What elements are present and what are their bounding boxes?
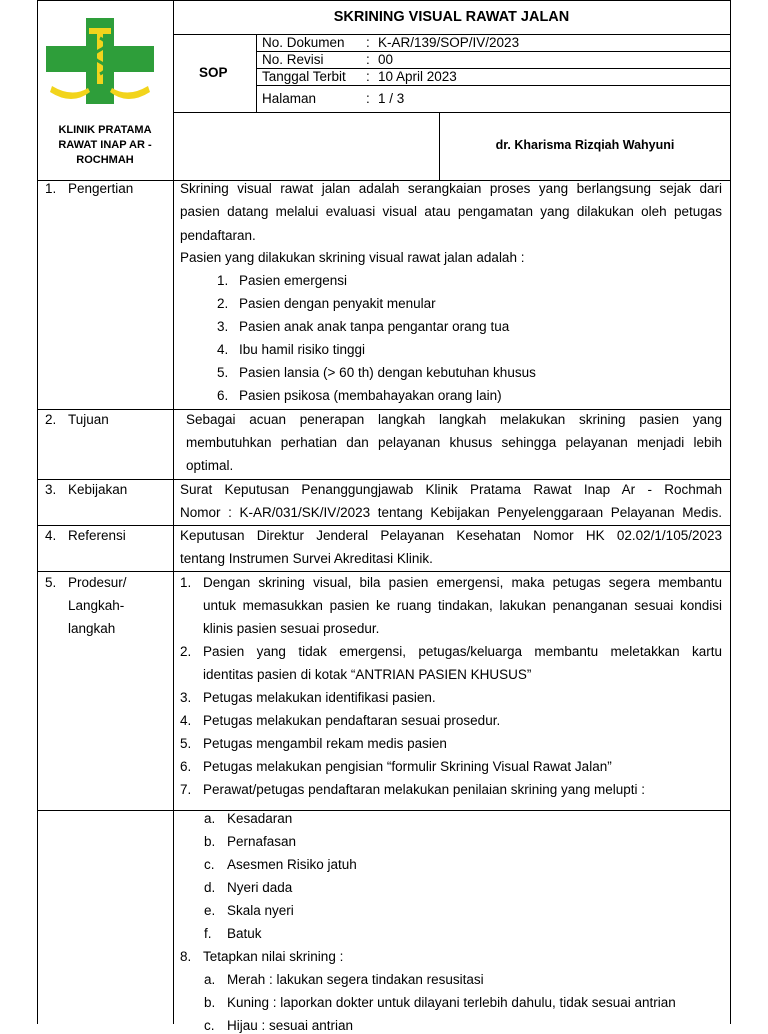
body-line: Pasien yang dilakukan skrining visual rawat jalan adalah : (180, 250, 525, 265)
header-bottom-line (173, 112, 731, 113)
sub-item: Skala nyeri (227, 903, 294, 918)
section-number: 2. (45, 412, 57, 427)
signatory-name: dr. Kharisma Rizqiah Wahyuni (495, 138, 675, 152)
step-line: Dengan skrining visual, bila pasien emergensi, maka petugas segera membantu (203, 575, 722, 590)
section-label: Kebijakan (68, 482, 128, 497)
body-line: pendaftaran. (180, 228, 256, 243)
step-number: 5. (180, 736, 192, 751)
section-number: 1. (45, 181, 57, 196)
list-number: 6. (217, 388, 229, 403)
meta-separator: : (366, 52, 370, 67)
sub-item: Merah : lakukan segera tindakan resusitasi (227, 972, 484, 987)
section-number: 3. (45, 482, 57, 497)
section-label: Referensi (68, 528, 126, 543)
row-line (37, 409, 731, 410)
sub-item-letter: d. (204, 880, 216, 895)
step-line: identitas pasien di kotak “ANTRIAN PASIEN KHUSUS” (203, 667, 532, 682)
sub-item: Kuning : laporkan dokter untuk dilayani terlebih dahulu, tidak sesuai antrian (227, 995, 676, 1010)
sub-item-letter: f. (204, 926, 212, 941)
meta-separator: : (366, 91, 370, 106)
step-number: 7. (180, 782, 192, 797)
sop-label: SOP (199, 65, 228, 80)
step-number: 8. (180, 949, 192, 964)
table-top-border (37, 0, 731, 1)
sub-item: Batuk (227, 926, 262, 941)
list-item: Ibu hamil risiko tinggi (239, 342, 366, 357)
row-line (37, 525, 731, 526)
row-line (37, 810, 731, 811)
section-label-line: Prodesur/ (68, 575, 127, 590)
list-item: Pasien dengan penyakit menular (239, 296, 436, 311)
document-title: SKRINING VISUAL RAWAT JALAN (333, 9, 570, 25)
sub-item-letter: a. (204, 972, 216, 987)
sub-item-letter: a. (204, 811, 216, 826)
step-number: 6. (180, 759, 192, 774)
section-label-line: langkah (68, 621, 116, 636)
meta-label: No. Dokumen (262, 35, 345, 50)
clinic-name-line: ROCHMAH (76, 154, 134, 166)
column-divider (173, 0, 174, 1024)
sop-meta-divider (256, 34, 257, 112)
meta-label: No. Revisi (262, 52, 324, 67)
step-line: Petugas melakukan pendaftaran sesuai prosedur. (203, 713, 501, 728)
sub-item-letter: c. (204, 857, 215, 872)
body-line: Sebagai acuan penerapan langkah langkah melakukan skrining pasien yang (186, 412, 722, 427)
meta-label: Tanggal Terbit (262, 69, 346, 84)
table-border-right (730, 0, 731, 1024)
meta-label: Halaman (262, 91, 317, 106)
step-line: Petugas melakukan pengisian “formulir Skrining Visual Rawat Jalan” (203, 759, 612, 774)
step-line: Petugas melakukan identifikasi pasien. (203, 690, 436, 705)
list-item: Pasien emergensi (239, 273, 348, 288)
list-item: Pasien anak anak tanpa pengantar orang tua (239, 319, 510, 334)
sub-item: Pernafasan (227, 834, 297, 849)
list-item: Pasien psikosa (membahayakan orang lain) (239, 388, 502, 403)
sub-item: Hijau : sesuai antrian (227, 1018, 354, 1033)
sub-item: Asesmen Risiko jatuh (227, 857, 357, 872)
clinic-logo (42, 14, 158, 114)
step-number: 3. (180, 690, 192, 705)
step-line: Pasien yang tidak emergensi, petugas/keluarga membantu meletakkan kartu (203, 644, 722, 659)
step-number: 2. (180, 644, 192, 659)
list-number: 3. (217, 319, 229, 334)
list-number: 1. (217, 273, 229, 288)
list-item: Pasien lansia (> 60 th) dengan kebutuhan khusus (239, 365, 536, 380)
meta-value: 10 April 2023 (378, 69, 457, 84)
section-label: Pengertian (68, 181, 134, 196)
step-line: Perawat/petugas pendaftaran melakukan penilaian skrining yang melupti : (203, 782, 646, 797)
section-number: 5. (45, 575, 57, 590)
row-line (37, 479, 731, 480)
body-line: optimal. (186, 458, 234, 473)
meta-row-line (256, 51, 731, 52)
body-line: tentang Instrumen Survei Akreditasi Klinik. (180, 551, 433, 566)
meta-row-line (256, 85, 731, 86)
sub-item-letter: e. (204, 903, 216, 918)
list-number: 5. (217, 365, 229, 380)
sub-item-letter: b. (204, 834, 216, 849)
meta-value: K-AR/139/SOP/IV/2023 (378, 35, 520, 50)
sub-item-letter: c. (204, 1018, 215, 1033)
row-line (37, 571, 731, 572)
section-label: Tujuan (68, 412, 109, 427)
sub-item: Kesadaran (227, 811, 293, 826)
section-number: 4. (45, 528, 57, 543)
meta-separator: : (366, 69, 370, 84)
sub-item-letter: b. (204, 995, 216, 1010)
clinic-name-line: RAWAT INAP AR - (58, 139, 152, 151)
step-number: 4. (180, 713, 192, 728)
body-line: Surat Keputusan Penanggungjawab Klinik Pratama Rawat Inap Ar - Rochmah (180, 482, 722, 497)
body-line: membutuhkan perhatian dan pelayanan khusus sehingga pelayanan menjadi lebih (186, 435, 722, 450)
body-line: Nomor : K-AR/031/SK/IV/2023 tentang Kebijakan Penyelenggaraan Pelayanan Medis. (180, 505, 722, 520)
sub-item: Nyeri dada (227, 880, 293, 895)
meta-separator: : (366, 35, 370, 50)
clinic-name-line: KLINIK PRATAMA (58, 124, 152, 136)
step-line: Petugas mengambil rekam medis pasien (203, 736, 447, 751)
body-line: pasien datang melalui evaluasi visual atau pengamatan yang dilakukan oleh petugas (180, 204, 722, 219)
meta-value: 00 (378, 52, 394, 67)
step-line: Tetapkan nilai skrining : (203, 949, 344, 964)
section-label-line: Langkah- (68, 598, 125, 613)
list-number: 2. (217, 296, 229, 311)
step-line: untuk memasukkan pasien ke ruang tindakan, lakukan penanganan sesuai kondisi (203, 598, 722, 613)
meta-value: 1 / 3 (378, 91, 405, 106)
step-number: 1. (180, 575, 192, 590)
body-line: Keputusan Direktur Jenderal Pelayanan Kesehatan Nomor HK 02.02/1/105/2023 (180, 528, 722, 543)
step-line: klinis pasien sesuai prosedur. (203, 621, 380, 636)
list-number: 4. (217, 342, 229, 357)
body-line: Skrining visual rawat jalan adalah serangkaian proses yang berlangsung sejak dari (180, 181, 722, 196)
